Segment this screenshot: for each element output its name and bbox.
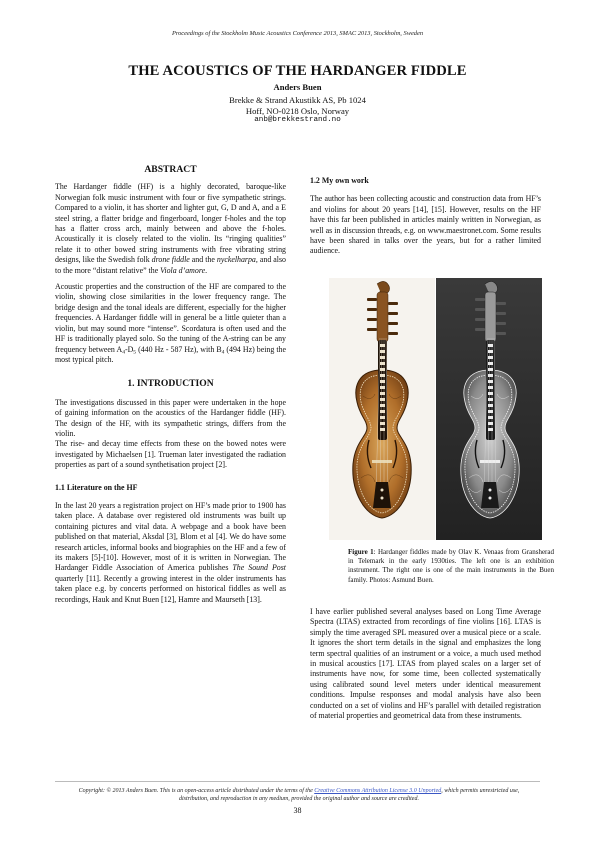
left-column	[55, 165, 286, 611]
running-head: Proceedings of the Stockholm Music Acoustics Conference 2013, SMAC 2013, Stockholm, Sweden	[171, 30, 424, 37]
introduction-heading: 1. INTRODUCTION	[127, 378, 214, 390]
right-column-bottom	[310, 607, 541, 727]
own-work-paragraph-2: I have earlier published several analyses based on Long Time Average Spectra (LTAS) extracted from recordings of fine violins [16]. LTAS is simply the time averaged SPL measured over a musical piece or a scale. It ignores the short term details in the signal and emphasizes the long term spectral qualities of an instrument or a voice, a much used method in musical acoustics [17]. LTAS from played scales on a larger set of instruments have now, for some time, been collected systematically using calibrated sound level meters under identical measurement conditions. Impulse responses and modal analysis have also been conducted on a set of violins and HF’s parallel with detailed registration of material properties and geometrical data from these instruments.	[310, 607, 541, 721]
affiliation-line-2: Hoff, NO-0218 Oslo, Norway	[245, 106, 350, 116]
figure-hardanger-fiddles	[329, 278, 542, 540]
page-number: 38	[293, 806, 302, 815]
literature-paragraph: In the last 20 years a registration project on HF’s made prior to 1900 has taken place. A database over registered old instruments was built up containing pictures and vital data. A webpage and a book have been published on that material, Aksdal [3], Blom et al [4]. We do have some research articles, informal books and biographies on the HF and a few of its makers [5]-[10]. However, most of it is written in Norwegian. The Hardanger Fiddle Association of America publishes The Sound Post quarterly [11]. Recently a growing interest in the older instruments has taken place e.g. by concerts performed on historical fiddles as well as recordings, Hauk and Knut Buen [12], Hamre and Maurseth [13].	[55, 500, 286, 604]
own-work-heading: 1.2 My own work	[310, 176, 369, 185]
intro-paragraph-2: The rise- and decay time effects from these on the bowed notes were investigated by Michaelsen [1]. Trueman later investigated the radiation properties as part of a sound synthetisation project [2].	[55, 439, 286, 470]
copyright-footer: Copyright: © 2013 Anders Buen. This is an open-access article distributed under the terms of the Creative Commons Attribution License 3.0 Unported, which permits unrestricted use, distribution, and reproduction in any medium, provided the original author and source are credited.	[78, 788, 520, 803]
author-email[interactable]: anb@brekkestrand.no	[254, 116, 341, 124]
abstract-heading: ABSTRACT	[144, 164, 197, 175]
own-work-paragraph-1: The author has been collecting acoustic and construction data from HF’s and violins for about 20 years [14], [15]. However, results on the HF have this far been published in articles mainly written in Norwegian, as well as in discussion threads, e.g. on www.maestronet.com. Some results have been shared in talks over the years, but for a rather limited audience.	[310, 194, 541, 256]
figure-caption: Figure 1: Hardanger fiddles made by Olav K. Venaas from Gransherad in Telemark in the early 1930ties. The left one is an exhibition instrument. The right one is one of the main instruments in the Buen family. Photos: Asmund Buen.	[348, 548, 554, 584]
footer-divider	[55, 781, 540, 782]
abstract-paragraph-2: Acoustic properties and the construction of the HF are compared to the violin, showing close similarities in the lower frequency range. The bridge design and the tonal ideals are different, especially for the higher frequencies. A Hardanger fiddle will in general be a little quieter than a violin, but may sound more “intense”. Scordatura is often used and the HF is traditionally played solo. So the tuning of the A-string can be any frequency between $A_4-D_5$ (440 Hz - 587 Hz), with $B_4$ (494 Hz) being the most typical pitch.	[55, 282, 287, 364]
literature-heading: 1.1 Literature on the HF	[55, 482, 138, 492]
license-link[interactable]: Creative Commons Attribution License 3.0 Unported	[314, 788, 442, 794]
paper-title: THE ACOUSTICS OF THE HARDANGER FIDDLE	[128, 63, 467, 79]
affiliation-line-1: Brekke & Strand Akustikk AS, Pb 1024	[229, 95, 366, 105]
intro-paragraph-1: The investigations discussed in this paper were undertaken in the hope of gaining information on the acoustics of the Hardanger fiddle (HF). The design of the HF, with its sympathetic strings, differs from the violin.	[55, 397, 286, 438]
right-column-top	[310, 176, 541, 263]
left-fiddle-photo	[329, 278, 435, 540]
right-fiddle-photo	[436, 278, 542, 540]
author-name: Anders Buen	[273, 82, 322, 92]
abstract-paragraph-1: The Hardanger fiddle (HF) is a highly decorated, baroque-like Norwegian folk music instrument with four or five sympathetic strings. Compared to a violin, it has shorter and lighter gut, G, D and A, and a E steel string, a flatter bridge and fingerboard, longer f-holes and the top has a flatter cross arch, mainly between and above the f-holes. Acoustically it is closely related to the violin. Its “ringing qualities” relate it to other bowed string instruments with free vibrating string designs, like the Swedish folk drone fiddle and the nyckelharpa, and also to the more “distant relative” the Viola d’amore.	[55, 182, 286, 275]
